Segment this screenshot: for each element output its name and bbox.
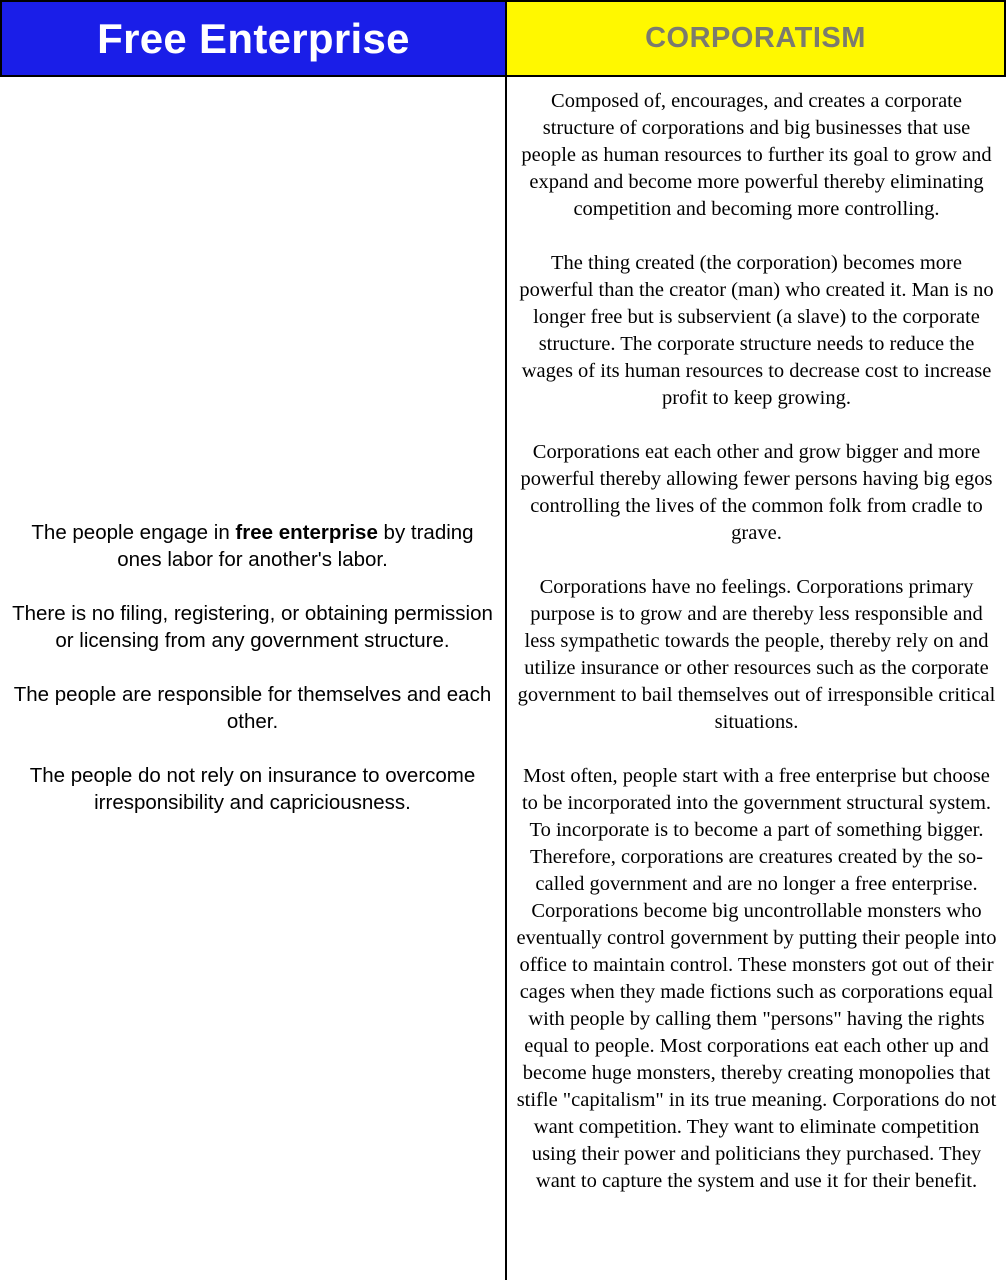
- free-enterprise-term: free enterprise: [235, 521, 378, 544]
- corporatism-column: [507, 88, 1006, 1222]
- free-enterprise-paragraph: There is no filing, registering, or obtaining permission or licensing from any government structure.: [12, 602, 493, 652]
- free-enterprise-title: Free Enterprise: [97, 14, 410, 62]
- corporatism-paragraph: The thing created (the corporation) becomes more powerful than the creator (man) who created it. Man is no longer free but is subservient (a slave) to the corporate structure. The corporate structure needs to reduce the wages of its human resources to decrease cost to increase profit to keep growing.: [519, 252, 994, 409]
- free-enterprise-column: [0, 519, 505, 843]
- corporatism-paragraph: Composed of, encourages, and creates a corporate structure of corporations and big businesses that use people as human resources to further its goal to grow and expand and become more powerful thereby eliminating competition and becoming more controlling.: [521, 90, 992, 220]
- corporatism-title: CORPORATISM: [645, 22, 866, 54]
- free-enterprise-header: [0, 0, 507, 77]
- corporatism-paragraph: Corporations eat each other and grow bigger and more powerful thereby allowing fewer persons having big egos controlling the lives of the common folk from cradle to grave.: [520, 441, 993, 544]
- corporatism-header: [505, 0, 1006, 77]
- paragraph-text: The people engage in: [31, 521, 236, 544]
- free-enterprise-paragraph: [0, 519, 505, 573]
- corporatism-paragraph: Most often, people start with a free enterprise but choose to be incorporated into the government structural system. To incorporate is to become a part of something bigger. Therefore, corporations are creatures created by the so-called government and are no longer a free enterprise. Corporations become big uncontrollable monsters who eventually control government by putting their people into office to maintain control. These monsters got out of their cages when they made fictions such as corporations equal with people by calling them "persons" having the rights equal to people. Most corporations eat each other up and become huge monsters, thereby creating monopolies that stifle "capitalism" in its true meaning. Corporations do not want competition. They want to eliminate competition using their power and politicians they purchased. They want to capture the system and use it for their benefit.: [516, 765, 997, 1192]
- free-enterprise-paragraph: The people do not rely on insurance to overcome irresponsibility and capriciousness.: [29, 764, 476, 814]
- corporatism-paragraph: Corporations have no feelings. Corporations primary purpose is to grow and are thereby less responsible and less sympathetic towards the people, thereby rely on and utilize insurance or other resources such as the corporate government to bail themselves out of irresponsible critical situations.: [517, 576, 996, 733]
- free-enterprise-paragraph: The people are responsible for themselves and each other.: [13, 683, 492, 733]
- paragraph-text: by trading ones labor for another's labor.: [117, 521, 474, 571]
